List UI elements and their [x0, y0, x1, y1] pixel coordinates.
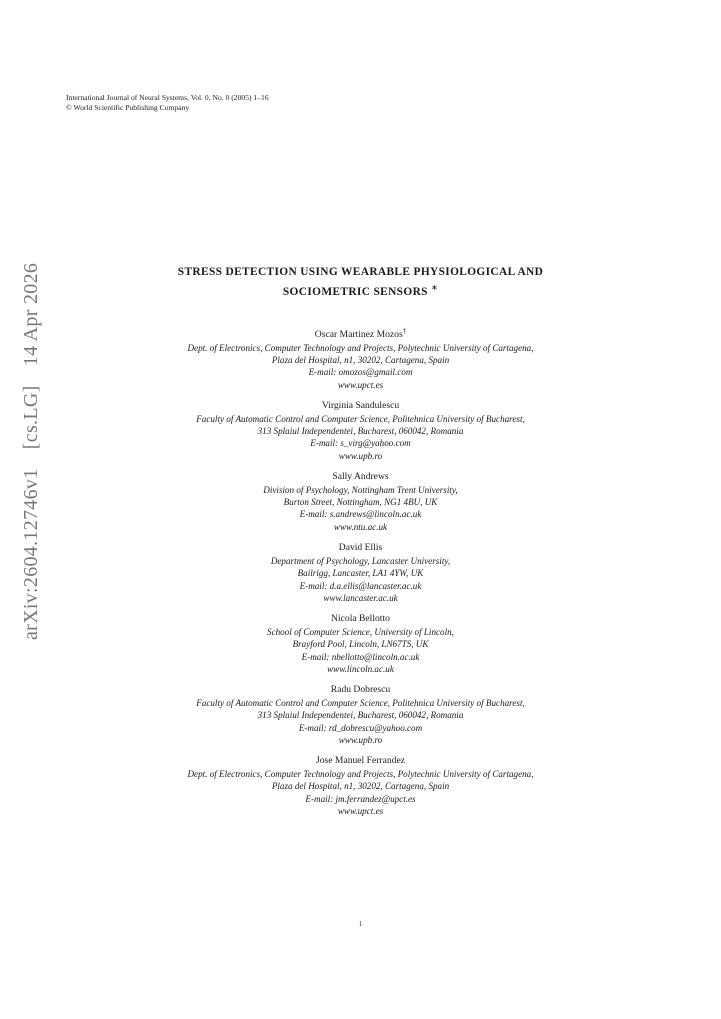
title-line-2-text: SOCIOMETRIC SENSORS	[282, 285, 428, 298]
author-address: 313 Splaiul Independentei, Bucharest, 060042, Romania	[257, 426, 464, 437]
author-email: E-mail: s.andrews@lincoln.ac.uk	[299, 509, 422, 520]
author-block	[0, 400, 721, 462]
arxiv-category: [cs.LG]	[20, 385, 42, 450]
author-email: E-mail: rd_dobrescu@yahoo.com	[298, 722, 423, 733]
author-address: Plaza del Hospital, n1, 30202, Cartagena, Spain	[271, 781, 450, 792]
author-affiliation: Dept. of Electronics, Computer Technology and Projects, Polytechnic University of Cartagena,	[187, 342, 534, 353]
author-name-line	[0, 325, 721, 342]
author-address: Plaza del Hospital, n1, 30202, Cartagena, Spain	[271, 355, 450, 365]
author-block	[0, 325, 721, 391]
author-address: Burton Street, Nottingham, NG1 4BU, UK	[283, 497, 438, 508]
author-name: Radu Dobrescu	[330, 684, 391, 696]
author-website: www.upb.ro	[338, 734, 383, 745]
page-number: 1	[358, 920, 363, 928]
author-list	[0, 325, 721, 826]
author-name: Jose Manuel Ferrandez	[316, 755, 405, 767]
author-affiliation: Faculty of Automatic Control and Computer Science, Politehnica University of Bucharest,	[196, 697, 525, 708]
author-block	[0, 613, 721, 675]
author-name-line	[0, 471, 721, 483]
author-website: www.lincoln.ac.uk	[327, 663, 394, 674]
author-name: Virginia Sandulescu	[321, 400, 400, 412]
author-name: Oscar Martinez Mozos	[314, 329, 403, 341]
journal-copyright: © World Scientific Publishing Company	[66, 103, 190, 112]
author-email: E-mail: nbellotto@lincoln.ac.uk	[301, 651, 420, 662]
journal-citation: International Journal of Neural Systems, Vol. 0, No. 0 (2005) 1–16	[66, 93, 269, 102]
author-affiliation: Division of Psychology, Nottingham Trent University,	[263, 484, 458, 495]
author-block	[0, 755, 721, 817]
author-address: 313 Splaiul Independentei, Bucharest, 060042, Romania	[257, 710, 464, 721]
author-name-line	[0, 613, 721, 625]
title-footnote-mark: ∗	[431, 283, 439, 292]
author-name-line	[0, 755, 721, 767]
author-address: Brayford Pool, Lincoln, LN67TS, UK	[292, 639, 429, 650]
author-website: www.ntu.ac.uk	[333, 521, 388, 532]
author-name: David Ellis	[338, 542, 383, 554]
author-footnote-mark: †	[402, 327, 407, 335]
journal-header	[66, 93, 269, 113]
author-email: E-mail: jm.ferrandez@upct.es	[305, 793, 416, 804]
author-affiliation: Dept. of Electronics, Computer Technology and Projects, Polytechnic University of Cartagena,	[187, 768, 534, 779]
author-block	[0, 684, 721, 746]
title-line-2	[0, 280, 721, 300]
author-email: E-mail: s_virg@yahoo.com	[310, 438, 411, 449]
author-block	[0, 471, 721, 533]
title-line-1: STRESS DETECTION USING WEARABLE PHYSIOLOGICAL AND	[177, 266, 544, 278]
arxiv-id: arXiv:2604.12746v1	[20, 468, 42, 640]
author-address: Bailrigg, Lancaster, LA1 4YW, UK	[297, 568, 424, 579]
arxiv-date: 14 Apr 2026	[20, 262, 42, 367]
author-affiliation: Department of Psychology, Lancaster University,	[270, 555, 451, 566]
author-affiliation: School of Computer Science, University of Lincoln,	[267, 626, 454, 637]
author-name-line	[0, 542, 721, 554]
author-website: www.lancaster.ac.uk	[323, 592, 398, 603]
author-name: Sally Andrews	[332, 471, 389, 483]
author-name: Nicola Bellotto	[331, 613, 390, 625]
author-website: www.upct.es	[337, 806, 384, 816]
author-website: www.upct.es	[337, 379, 384, 390]
author-affiliation: Faculty of Automatic Control and Computer Science, Politehnica University of Bucharest,	[196, 413, 525, 424]
author-name-line	[0, 400, 721, 412]
author-email: E-mail: omozos@gmail.com	[308, 367, 413, 378]
paper-title	[0, 265, 721, 300]
author-website: www.upb.ro	[338, 450, 383, 461]
author-email: E-mail: d.a.ellis@lancaster.ac.uk	[299, 580, 422, 591]
author-name-line	[0, 684, 721, 696]
author-block	[0, 542, 721, 604]
